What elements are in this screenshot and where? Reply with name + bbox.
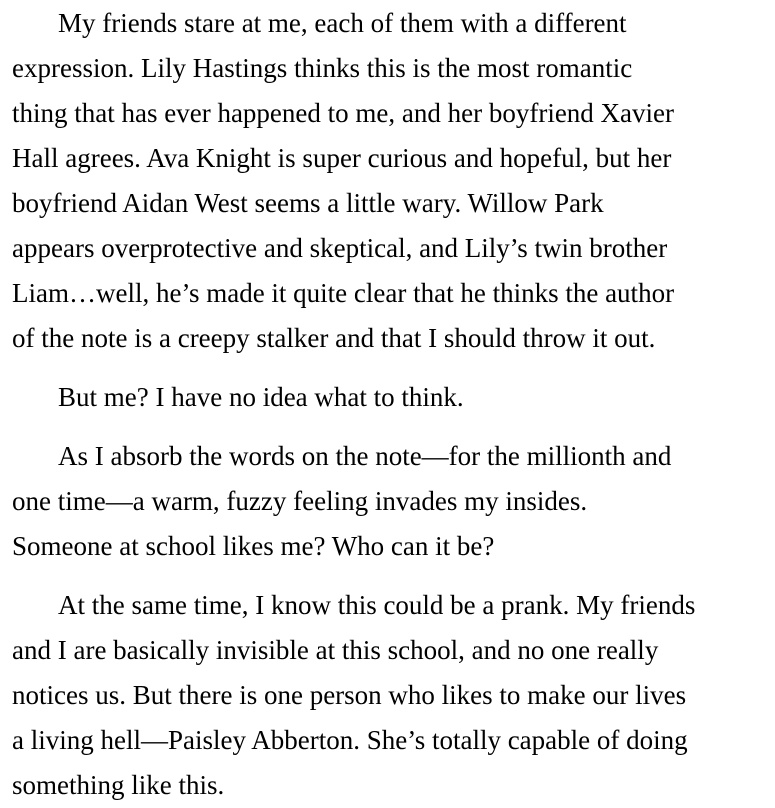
paragraph-line: At the same time, I know this could be a prank. My friends [58,590,696,620]
paragraph-line: something like this. [12,770,225,800]
paragraph-line: Liam…well, he’s made it quite clear that he thinks the author [12,278,675,308]
paragraph-line: But me? I have no idea what to think. [58,382,464,412]
paragraph-4 [12,583,769,808]
paragraph-line: As I absorb the words on the note—for the millionth and [58,441,672,471]
paragraph-3 [12,434,769,569]
paragraph-line: one time—a warm, fuzzy feeling invades my insides. [12,486,588,516]
paragraph-line: Hall agrees. Ava Knight is super curious and hopeful, but her [12,143,672,173]
paragraph-line: a living hell—Paisley Abberton. She’s totally capable of doing [12,725,688,755]
paragraph-line: of the note is a creepy stalker and that I should throw it out. [12,323,656,353]
paragraph-line: and I are basically invisible at this school, and no one really [12,635,659,665]
paragraph-line: Someone at school likes me? Who can it be? [12,531,495,561]
paragraph-line: notices us. But there is one person who likes to make our lives [12,680,687,710]
paragraph-line: boyfriend Aidan West seems a little wary. Willow Park [12,188,604,218]
paragraph-line: appears overprotective and skeptical, and Lily’s twin brother [12,233,668,263]
paragraph-line: thing that has ever happened to me, and her boyfriend Xavier [12,98,675,128]
paragraph-line: My friends stare at me, each of them with a different [58,8,627,38]
paragraph-line: expression. Lily Hastings thinks this is the most romantic [12,53,633,83]
paragraph-1 [12,0,769,361]
paragraph-2 [12,375,769,420]
